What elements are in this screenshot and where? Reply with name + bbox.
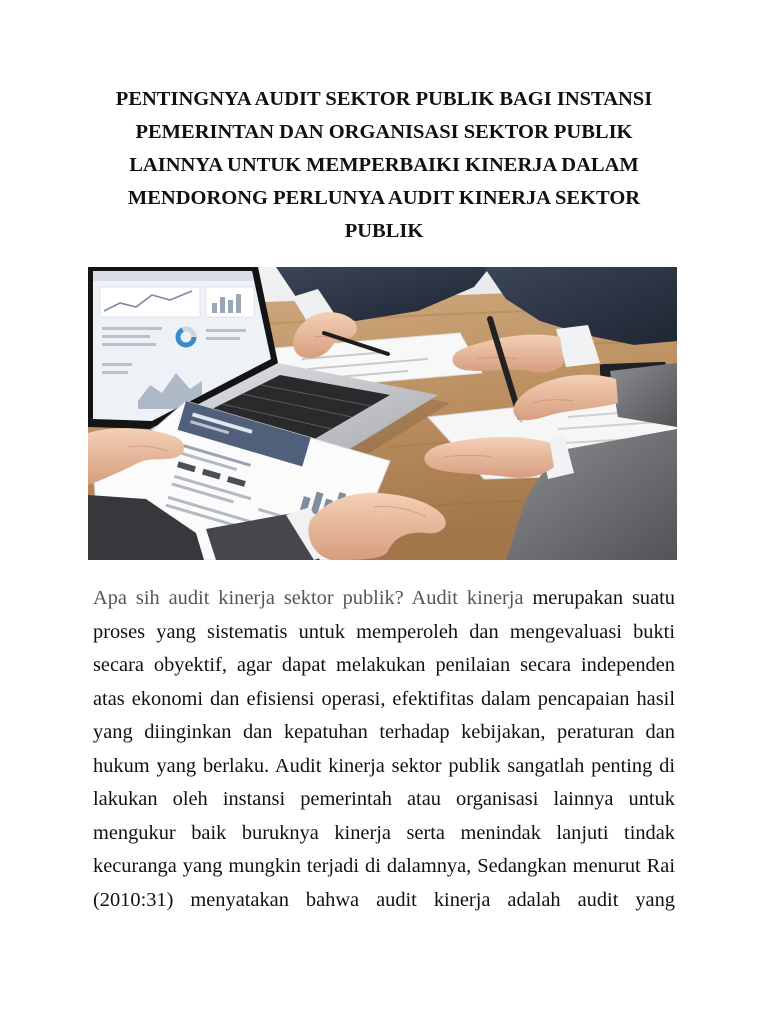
dashboard-card: [100, 287, 200, 317]
title-line: PEMERINTAN DAN ORGANISASI SEKTOR PUBLIK: [135, 121, 633, 143]
paragraph-line: mengukur baik buruknya kinerja serta menindak lanjuti tindak: [93, 821, 675, 844]
dashboard-text: [206, 337, 240, 340]
dashboard-text: [206, 329, 246, 332]
paragraph-line: (2010:31) menyatakan bahwa audit kinerja adalah audit yang: [93, 888, 675, 911]
paragraph-line: hukum yang berlaku. Audit kinerja sektor publik sangatlah penting di: [93, 754, 675, 777]
title-line: LAINNYA UNTUK MEMPERBAIKI KINERJA DALAM: [129, 154, 639, 176]
dashboard-text: [102, 371, 128, 374]
paragraph-line: [93, 582, 675, 616]
chart-bar: [220, 297, 225, 313]
chart-bar: [212, 303, 217, 313]
title-line: PENTINGNYA AUDIT SEKTOR PUBLIK BAGI INSTANSI: [115, 88, 653, 110]
paragraph-line: kecuranga yang mungkin terjadi di dalamnya, Sedangkan menurut Rai: [93, 855, 675, 877]
paragraph-line: secara obyektif, agar dapat melakukan penilaian secara independen: [93, 654, 675, 676]
meeting-photo: [88, 267, 677, 560]
body-paragraph: [93, 582, 675, 917]
meeting-photo-illustration: [88, 267, 677, 560]
paragraph-line: atas ekonomi dan efisiensi operasi, efektifitas dalam pencapaian hasil: [93, 687, 675, 710]
paragraph-lead-text: Apa sih audit kinerja sektor publik? Audit kinerja: [93, 587, 524, 609]
paragraph-text: merupakan suatu: [532, 587, 675, 609]
paragraph-line: yang diinginkan dan kepatuhan terhadap kebijakan, peraturan dan: [93, 721, 675, 743]
document-title: [93, 83, 675, 248]
dashboard-text: [102, 363, 132, 366]
title-line: PUBLIK: [344, 220, 424, 242]
dashboard-text: [102, 327, 162, 330]
dashboard-text: [102, 335, 150, 338]
dashboard-text: [102, 343, 156, 346]
chart-bar: [228, 300, 233, 313]
dashboard-header: [93, 271, 273, 281]
paragraph-line: proses yang sistematis untuk memperoleh dan mengevaluasi bukti: [93, 620, 675, 643]
title-line: MENDORONG PERLUNYA AUDIT KINERJA SEKTOR: [127, 187, 641, 209]
chart-bar: [236, 294, 241, 313]
paragraph-line: lakukan oleh instansi pemerintah atau organisasi lainnya untuk: [93, 788, 675, 810]
